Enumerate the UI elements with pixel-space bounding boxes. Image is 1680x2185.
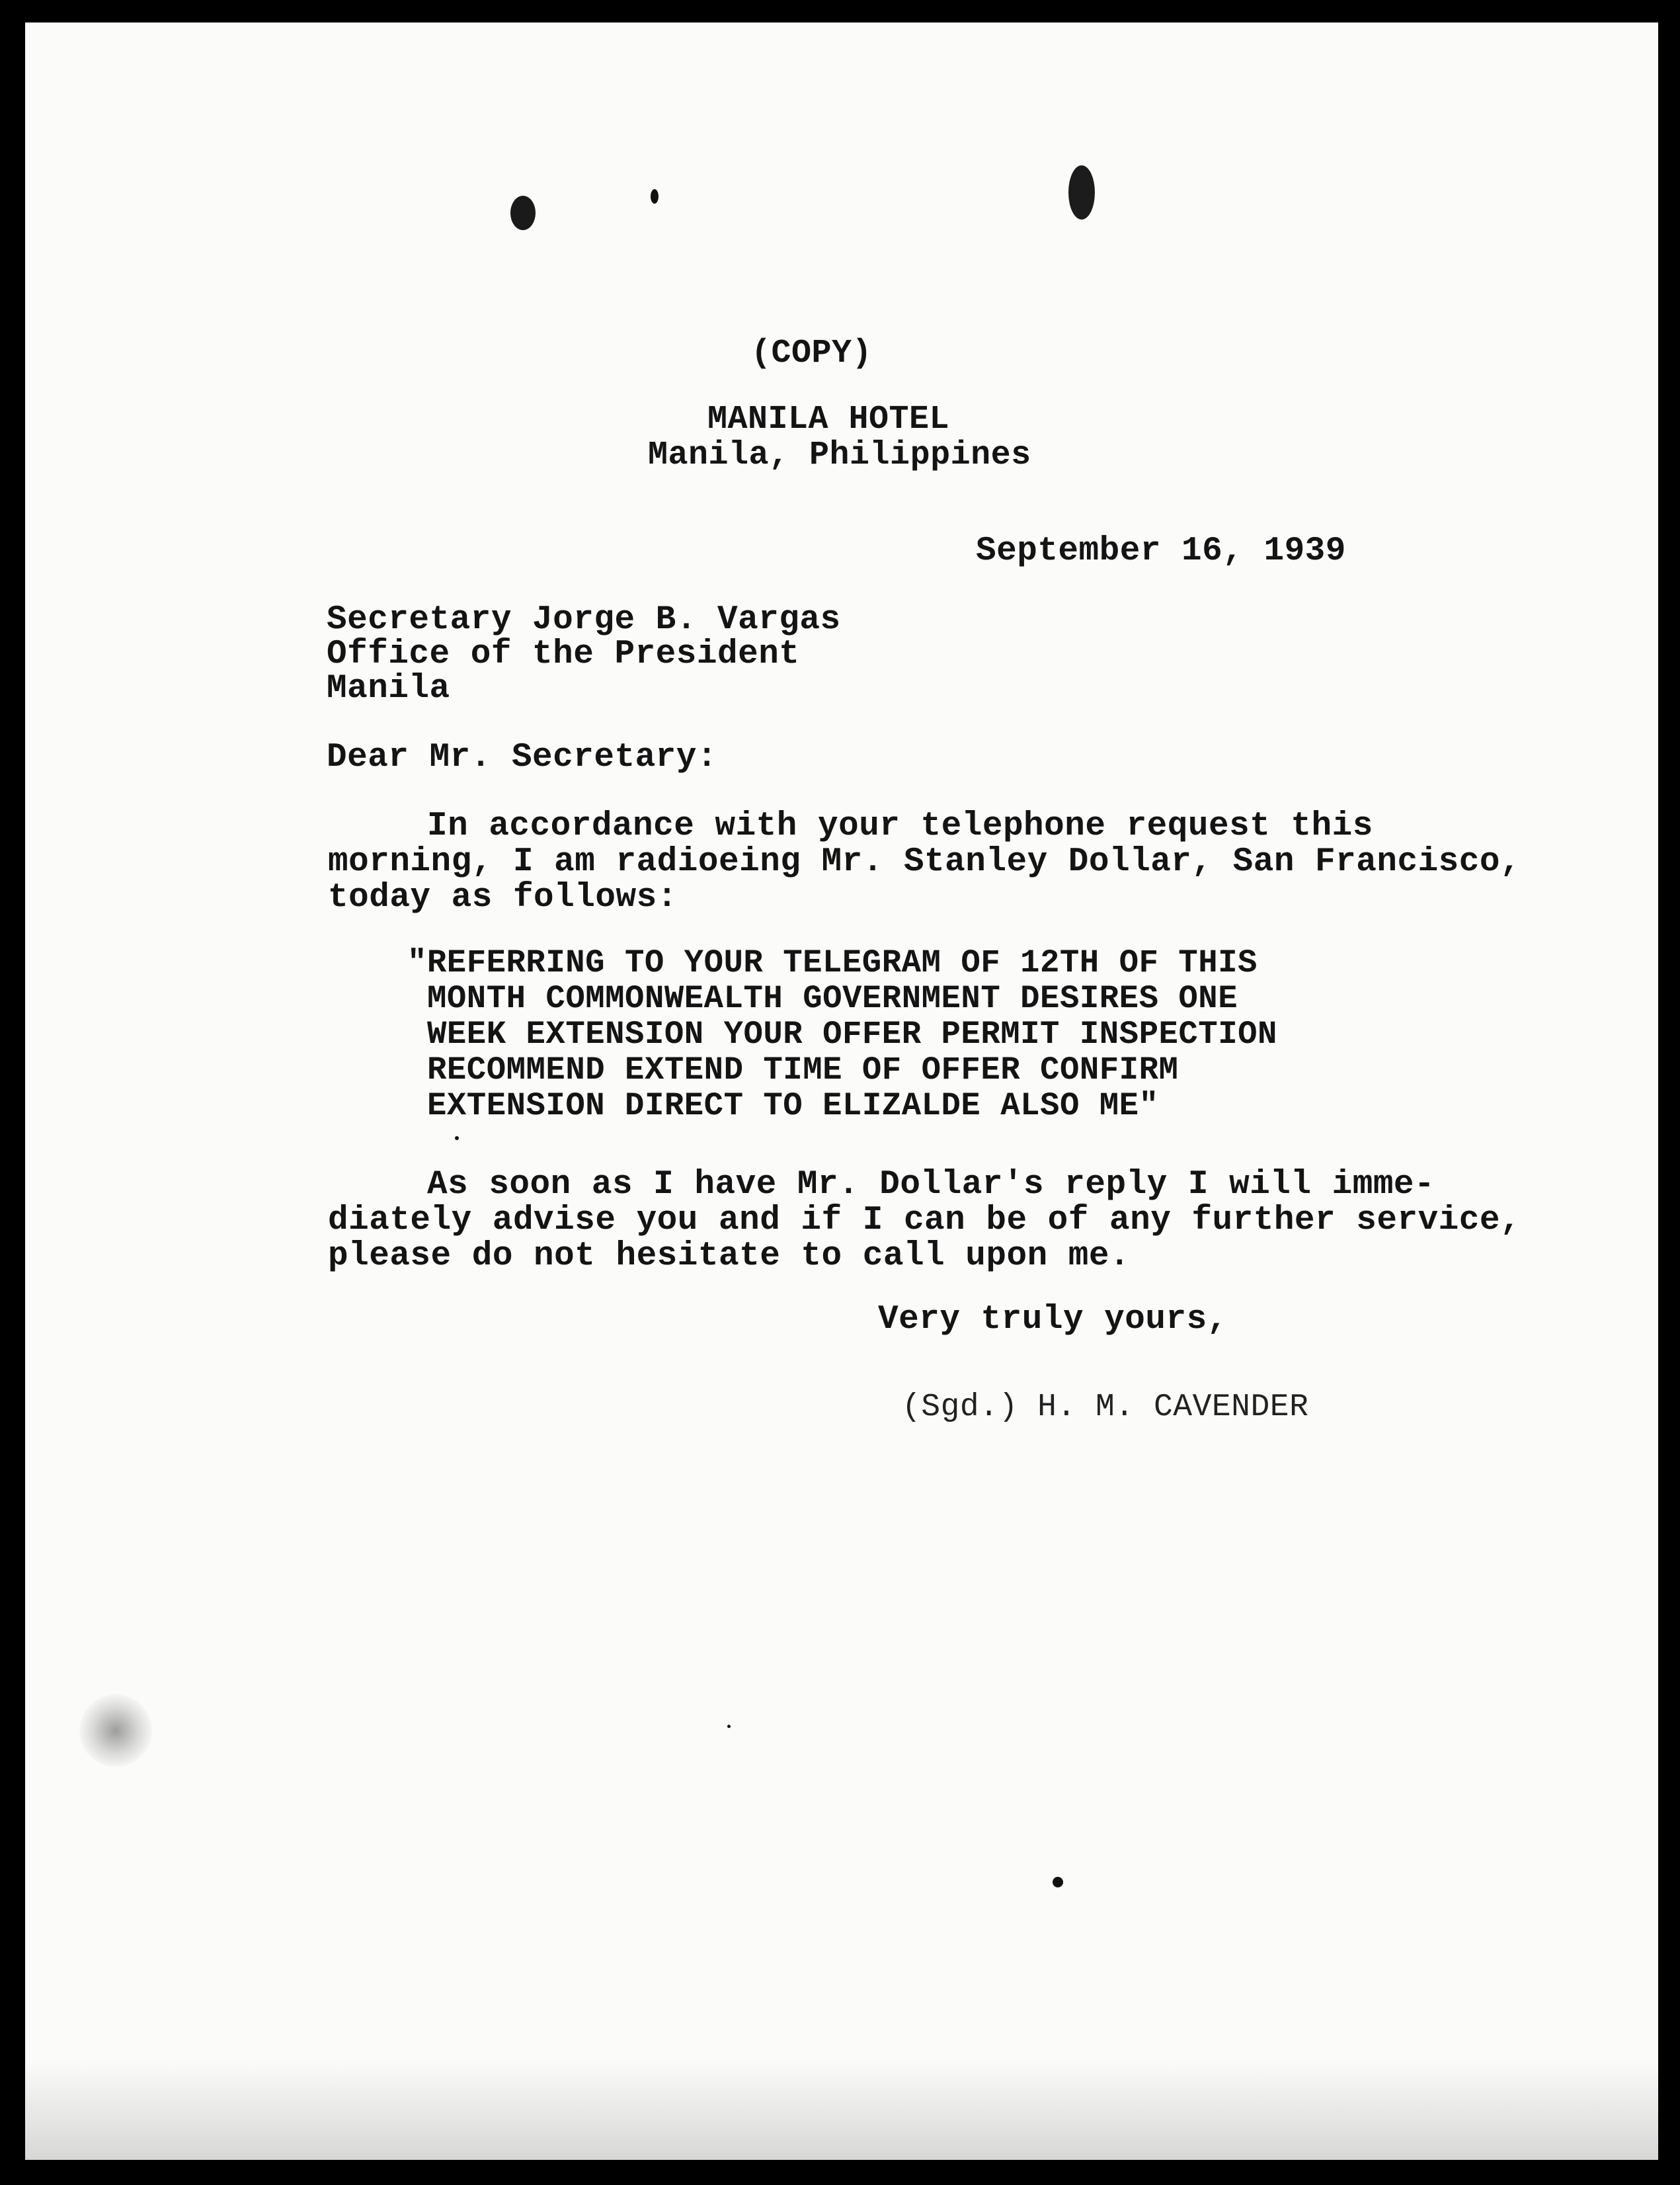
ink-speck	[727, 1725, 731, 1728]
scan-edge-dust	[25, 2061, 1658, 2160]
telegram-line: "REFERRING TO YOUR TELEGRAM OF 12TH OF THIS	[407, 944, 1258, 981]
signature: (Sgd.) H. M. CAVENDER	[902, 1389, 1309, 1425]
letterhead-name: MANILA HOTEL	[707, 401, 950, 438]
paragraph-line: diately advise you and if I can be of any further service,	[328, 1202, 1521, 1239]
scan-smudge	[79, 1694, 152, 1767]
ink-speck	[1053, 1877, 1063, 1887]
ink-speck	[651, 189, 659, 204]
closing: Very truly yours,	[878, 1301, 1228, 1339]
ink-speck	[455, 1136, 459, 1140]
recipient-line: Secretary Jorge B. Vargas	[327, 601, 841, 639]
telegram-line: RECOMMEND EXTEND TIME OF OFFER CONFIRM	[427, 1051, 1179, 1089]
telegram-line: WEEK EXTENSION YOUR OFFER PERMIT INSPECTION	[427, 1016, 1277, 1053]
paragraph-line: In accordance with your telephone request this	[427, 807, 1373, 845]
letter-page	[25, 22, 1658, 2160]
punch-hole-mark	[510, 196, 536, 230]
paragraph-line: morning, I am radioeing Mr. Stanley Dollar, San Francisco,	[328, 843, 1521, 881]
letterhead-location: Manila, Philippines	[648, 436, 1031, 474]
salutation: Dear Mr. Secretary:	[327, 739, 717, 776]
letter-date: September 16, 1939	[976, 532, 1346, 570]
telegram-line: EXTENSION DIRECT TO ELIZALDE ALSO ME"	[427, 1087, 1159, 1124]
paragraph-line: please do not hesitate to call upon me.	[328, 1237, 1131, 1275]
telegram-line: MONTH COMMONWEALTH GOVERNMENT DESIRES ONE	[427, 980, 1238, 1017]
punch-hole-mark	[1068, 165, 1095, 220]
paragraph-line: today as follows:	[328, 879, 678, 917]
copy-mark: (COPY)	[751, 335, 873, 372]
recipient-line: Manila	[327, 670, 450, 708]
recipient-line: Office of the President	[327, 636, 800, 673]
paragraph-line: As soon as I have Mr. Dollar's reply I will imme-	[427, 1166, 1435, 1204]
